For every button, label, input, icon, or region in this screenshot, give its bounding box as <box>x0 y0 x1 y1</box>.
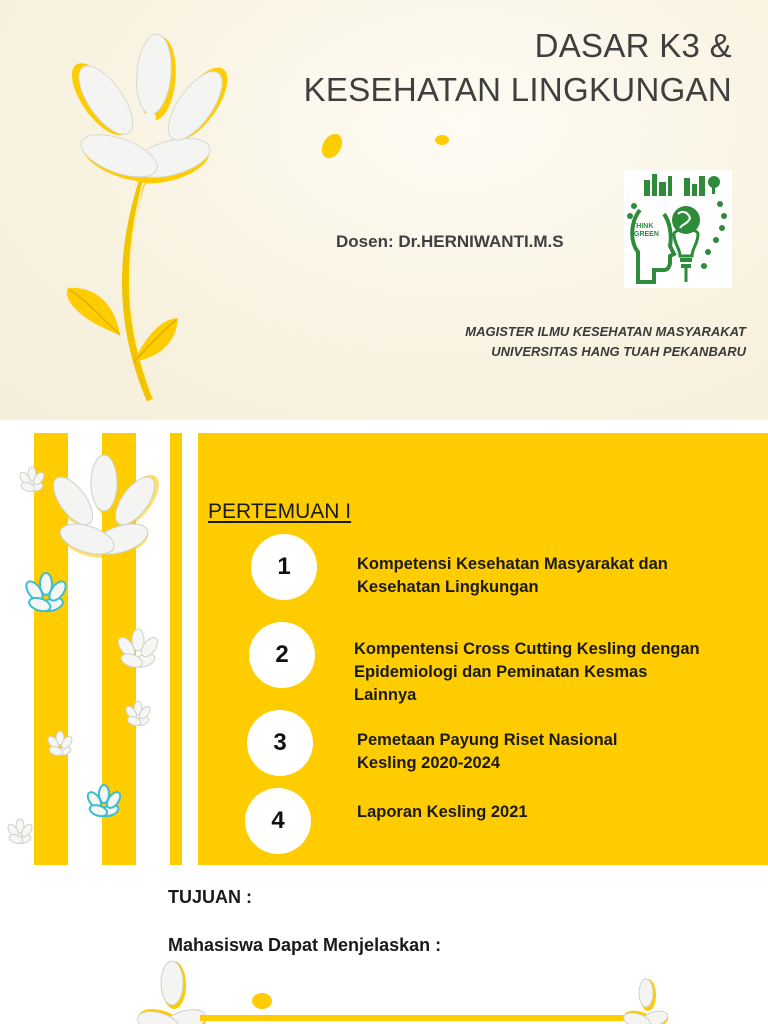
svg-text:GREEN: GREEN <box>634 231 659 238</box>
goals-slide <box>0 865 768 1024</box>
goals-label: TUJUAN : <box>168 887 252 907</box>
title-line-2: KESEHATAN LINGKUNGAN <box>303 71 732 108</box>
stripe-flowers <box>0 433 200 865</box>
program-name: MAGISTER ILMU KESEHATAN MASYARAKAT <box>465 324 746 339</box>
agenda-item-1: Kompetensi Kesehatan Masyarakat dan Kesehatan Lingkungan <box>357 555 668 596</box>
goals-subtitle: Mahasiswa Dapat Menjelaskan : <box>168 935 442 955</box>
agenda-slide <box>0 433 768 865</box>
agenda-item-2: Kompentensi Cross Cutting Kesling dengan Epidemiologi dan Peminatan Kesmas Lainnya <box>354 640 700 704</box>
cover-slide <box>0 0 768 420</box>
agenda-number-4: 4 <box>245 788 311 854</box>
think-green-head-bulb-logo-icon <box>624 170 732 288</box>
think-green-logo <box>624 170 732 288</box>
lecturer-name: Dosen: Dr.HERNIWANTI.M.S <box>336 232 564 251</box>
bottom-flower-decoration <box>0 865 768 1024</box>
agenda-number-2: 2 <box>249 622 315 688</box>
meeting-heading: PERTEMUAN I <box>208 500 352 523</box>
agenda-item-3: Pemetaan Payung Riset Nasional Kesling 2020-2024 <box>357 731 618 772</box>
university-name: UNIVERSITAS HANG TUAH PEKANBARU <box>491 344 746 359</box>
title-line-1: DASAR K3 & <box>534 27 732 64</box>
agenda-number-3: 3 <box>247 710 313 776</box>
agenda-item-4: Laporan Kesling 2021 <box>357 803 528 821</box>
svg-text:THINK: THINK <box>632 223 654 230</box>
agenda-number-1: 1 <box>251 534 317 600</box>
cover-title <box>304 24 732 112</box>
institution <box>465 322 746 362</box>
